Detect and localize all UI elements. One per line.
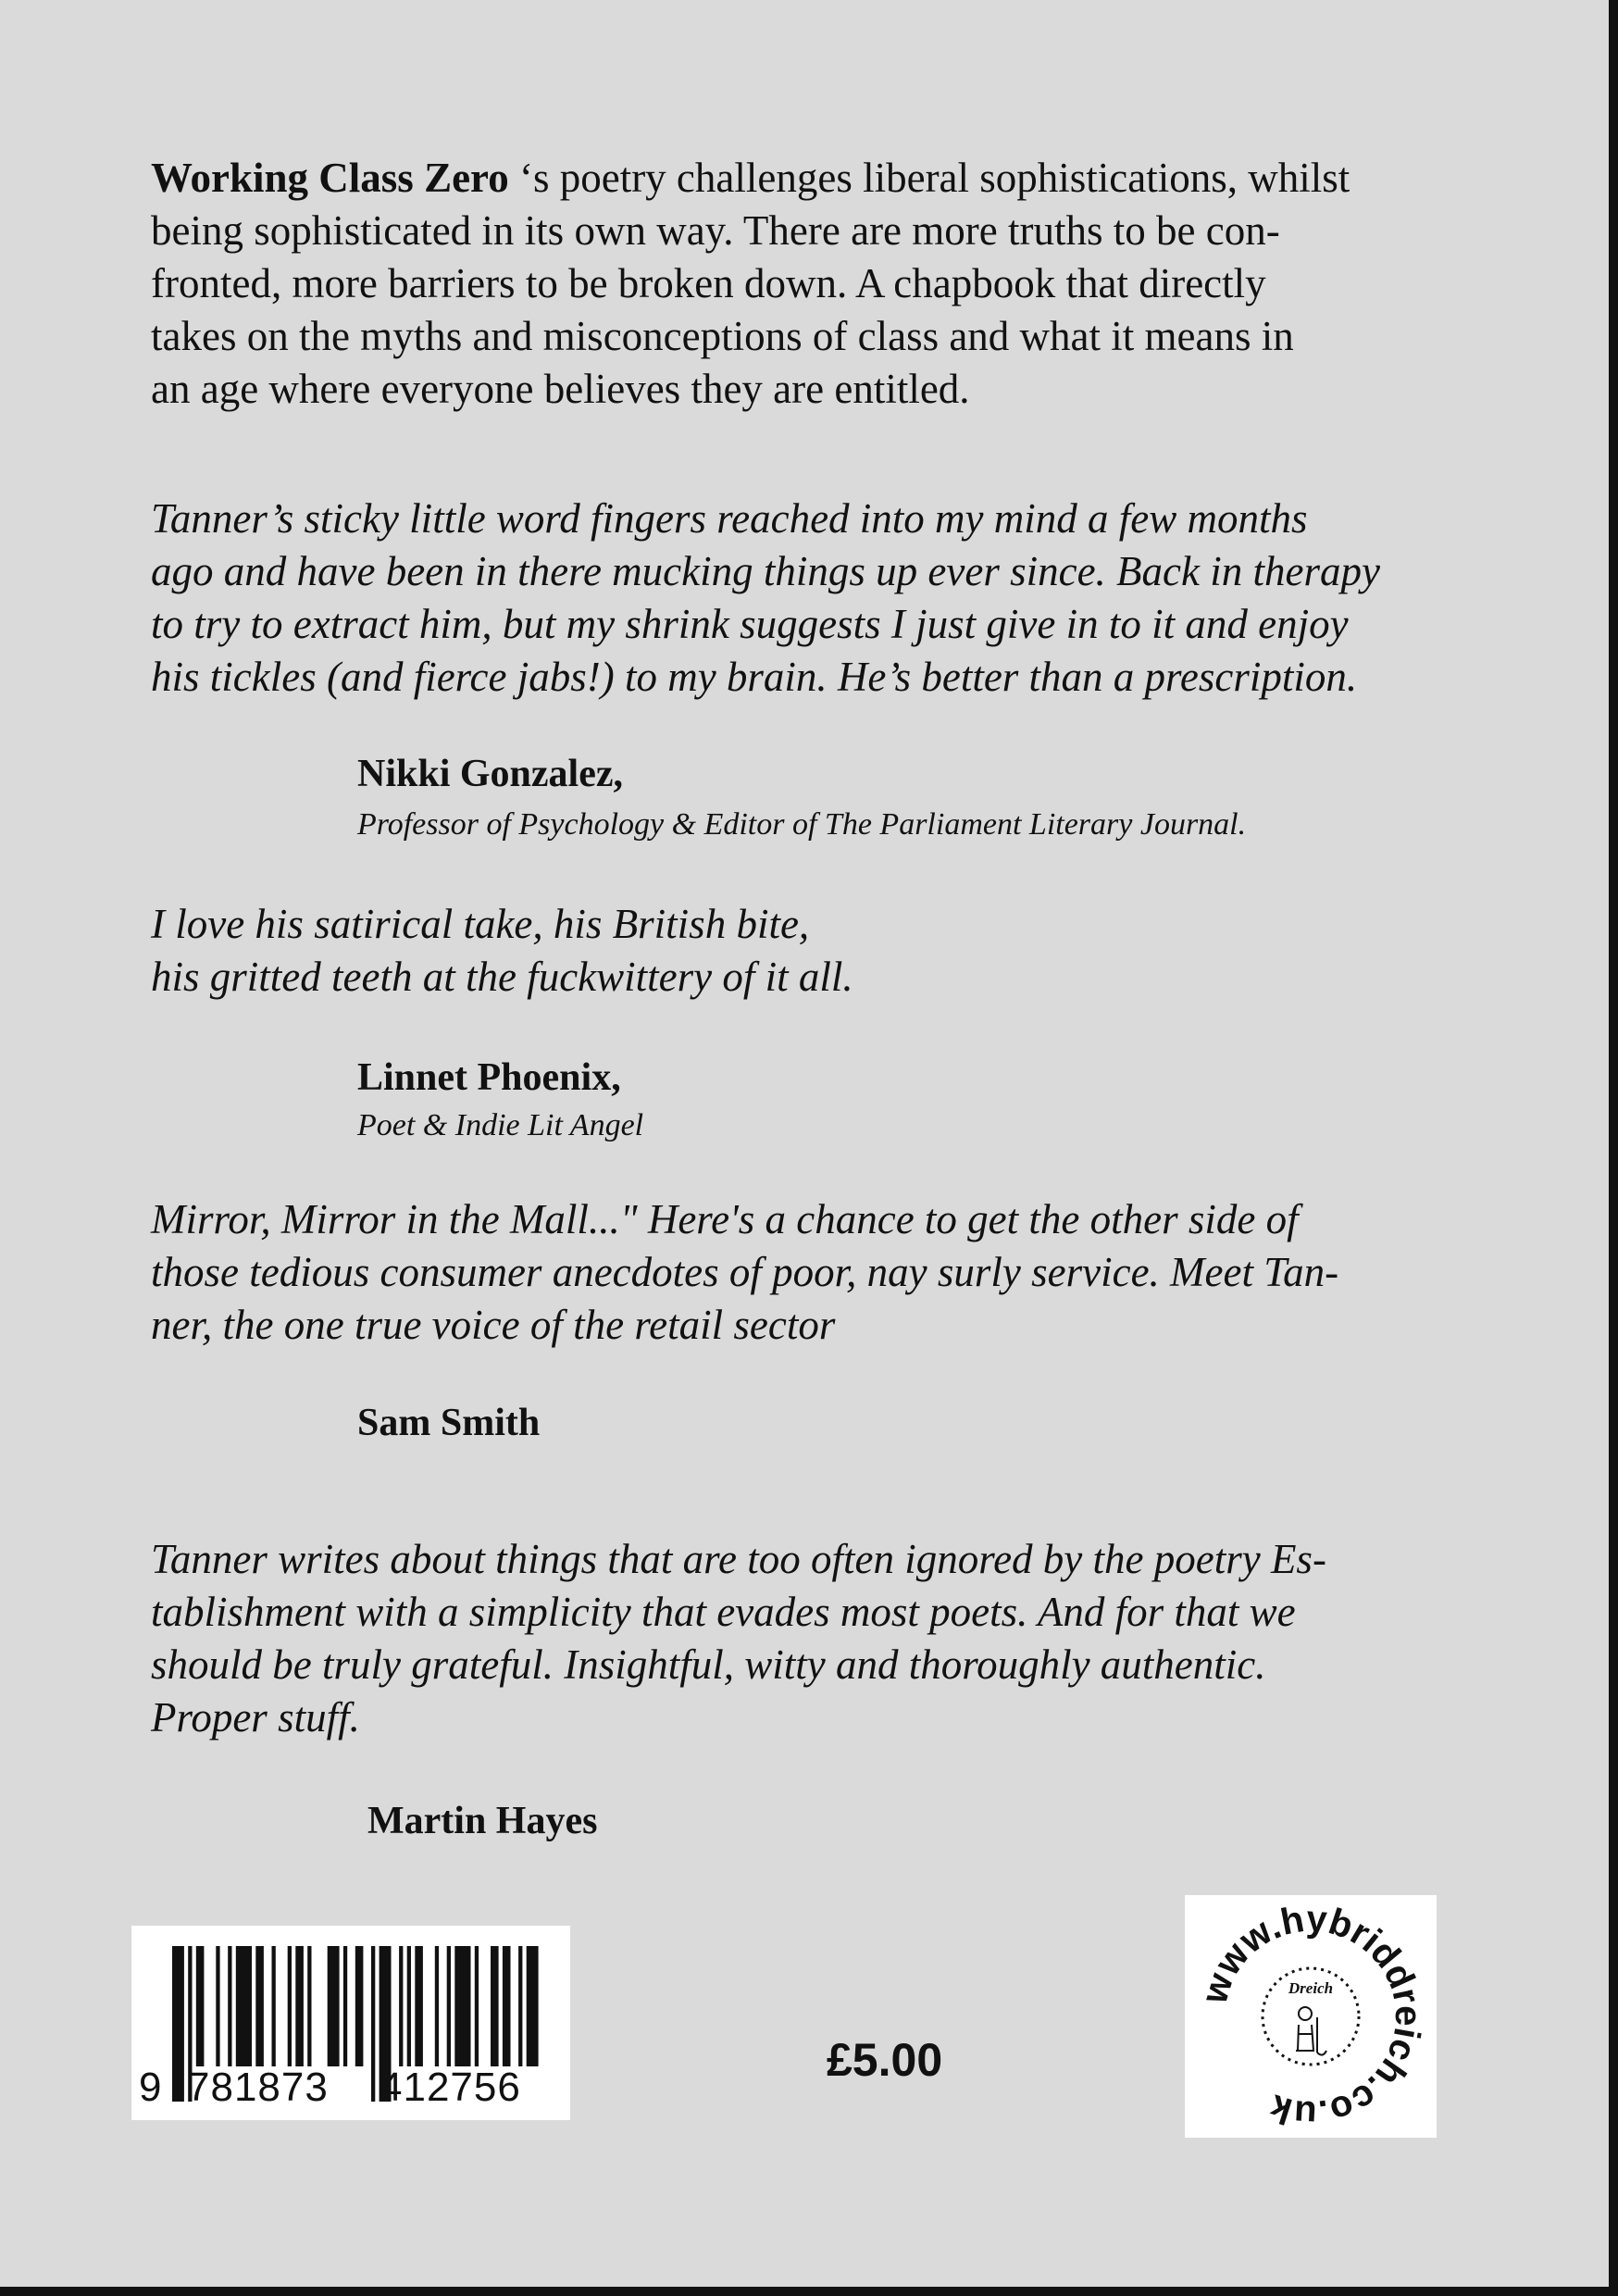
isbn-barcode (131, 1926, 570, 2120)
barcode-bar (491, 1946, 499, 2066)
page-border-bottom (0, 2287, 1618, 2296)
logo-url-text: www.hybriddreich.co.uk (1193, 1898, 1429, 2135)
publisher-logo-seal (1185, 1895, 1437, 2138)
barcode-bar (307, 1946, 311, 2066)
barcode-bar (503, 1946, 511, 2066)
barcode-lead-digit: 9 (139, 2065, 162, 2110)
blurb-quote-nikki-gonzalez: Tanner’s sticky little word fingers reached into my mind a few months ago and have been in there mucking things up ever since. Back in therapy to try to extract him, but my shrink suggests I just give in to it and enjoy his tickles (and fierce jabs!) to my brain. He’s better than a prescription. (151, 495, 1380, 700)
barcode-bar (527, 1946, 539, 2066)
umbrella-figure-icon (1296, 2007, 1326, 2055)
blurb-quote-sam-smith: Mirror, Mirror in the Mall..." Here's a chance to get the other side of those tedious consumer anecdotes of poor, nay surly service. Meet Tan- ner, the one true voice of the retail sector (151, 1196, 1339, 1348)
barcode-group-right: 412756 (380, 2065, 521, 2110)
barcode-bar (328, 1946, 340, 2066)
barcode-bar (255, 1946, 264, 2066)
barcode-bar (295, 1946, 304, 2066)
barcode-bar (454, 1946, 470, 2066)
blurb-role-linnet-phoenix: Poet & Indie Lit Angel (357, 1108, 644, 1142)
blurb-role-nikki-gonzalez: Professor of Psychology & Editor of The Parliament Literary Journal. (357, 807, 1247, 842)
price-label: £5.00 (827, 2034, 943, 2086)
barcode-bar (272, 1946, 276, 2066)
barcode-bar (415, 1946, 423, 2066)
barcode-bar (236, 1946, 252, 2066)
blurb-quote-linnet-phoenix: I love his satirical take, his British bite, his gritted teeth at the fuckwittery of it all. (151, 901, 853, 1000)
barcode-bar (399, 1946, 403, 2066)
blurb-author-linnet-phoenix: Linnet Phoenix, (357, 1056, 621, 1099)
blurb-author-sam-smith: Sam Smith (357, 1402, 541, 1444)
page-border-right (1609, 0, 1618, 2296)
barcode-bar (475, 1946, 479, 2066)
blurb-author-martin-hayes: Martin Hayes (367, 1800, 598, 1842)
blurb-quote-martin-hayes: Tanner writes about things that are too often ignored by the poetry Es- tablishment with a simplicity that evades most poets. And for that we should be truly grateful. Insightful, witty and thoroughly authentic. Proper stuff. (151, 1536, 1326, 1741)
barcode-bar (288, 1946, 292, 2066)
barcode-bar (407, 1946, 411, 2066)
barcode-group-left: 781873 (187, 2065, 329, 2110)
barcode-bar (355, 1946, 364, 2066)
barcode-bar (216, 1946, 219, 2066)
intro-paragraph: Working Class Zero ‘s poetry challenges liberal sophistications, whilst being sophisticated in its own way. There are more truths to be con- fronted, more barriers to be broken down. A chapbook that directly takes on the myths and misconceptions of class and what it means in an age where everyone believes they are entitled. (151, 155, 1350, 412)
barcode-bar (343, 1946, 347, 2066)
barcode-bar (518, 1946, 522, 2066)
publisher-logo (1185, 1895, 1437, 2138)
barcode-digits (131, 2065, 570, 2115)
barcode-bar (447, 1946, 451, 2066)
logo-center-text: Dreich (1288, 1979, 1334, 1997)
barcode-bar (435, 1946, 439, 2066)
barcode-bar (228, 1946, 231, 2066)
barcode-bar (196, 1946, 205, 2066)
blurb-author-nikki-gonzalez: Nikki Gonzalez, (357, 753, 624, 795)
book-title: Working Class Zero (151, 155, 509, 201)
